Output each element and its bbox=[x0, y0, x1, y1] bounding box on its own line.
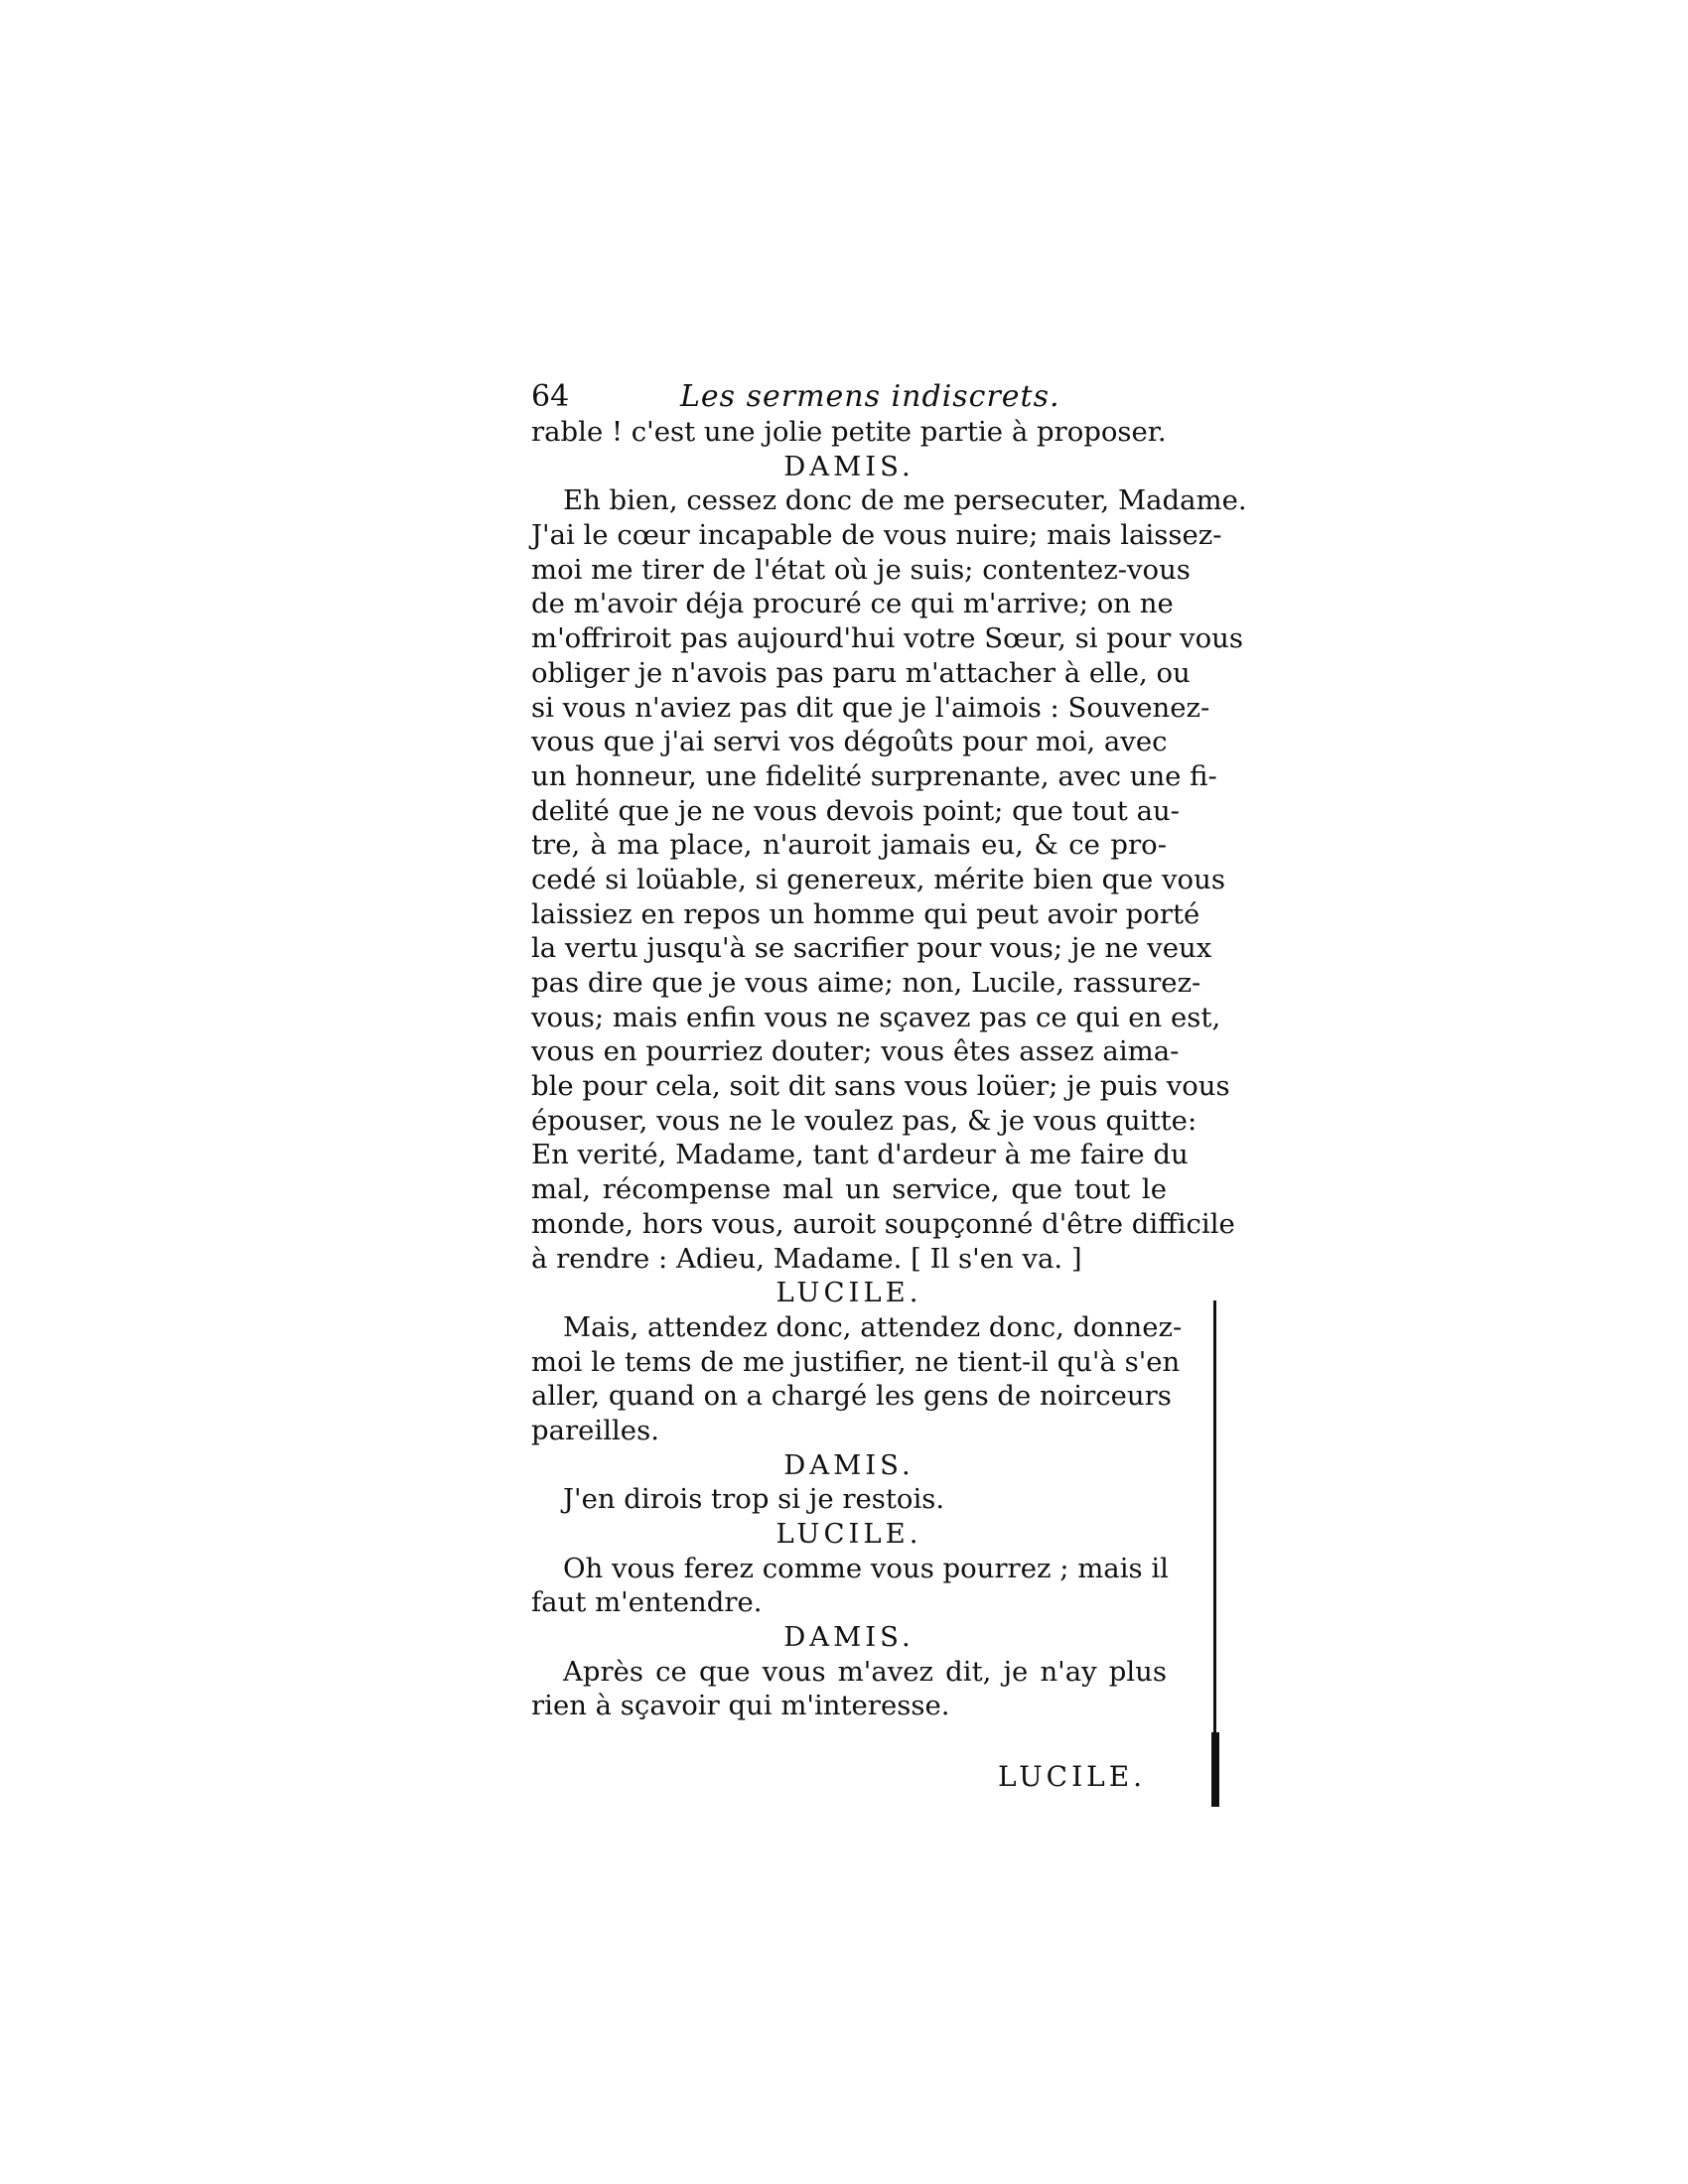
scan-margin-rule bbox=[1213, 1300, 1216, 1807]
text-line: vous en pourriez douter; vous êtes assez aima- bbox=[531, 1035, 1180, 1068]
text-line: laissiez en repos un homme qui peut avoir porté bbox=[531, 897, 1200, 930]
speaker-name: DAMIS. bbox=[783, 1621, 914, 1654]
text-line: monde, hors vous, auroit soupçonné d'être difficile bbox=[531, 1207, 1235, 1240]
text-line: Mais, attendez donc, attendez donc, donnez- bbox=[563, 1310, 1183, 1343]
page-text bbox=[531, 415, 1247, 1723]
text-line: tre, à ma place, n'auroit jamais eu, & ce pro- bbox=[531, 829, 1167, 862]
text-line: Eh bien, cessez donc de me persecuter, Madame. bbox=[563, 484, 1247, 517]
text-line: Oh vous ferez comme vous pourrez ; mais il bbox=[563, 1552, 1169, 1584]
text-line: pareilles. bbox=[531, 1414, 659, 1446]
text-line: m'offriroit pas aujourd'hui votre Sœur, si pour vous bbox=[531, 622, 1243, 655]
speaker-name: DAMIS. bbox=[783, 450, 914, 482]
text-line: aller, quand on a chargé les gens de noirceurs bbox=[531, 1380, 1172, 1413]
text-line: J'ai le cœur incapable de vous nuire; mais laissez- bbox=[531, 519, 1222, 552]
text-line: moi le tems de me justifier, ne tient-il qu'à s'en bbox=[531, 1345, 1181, 1378]
speaker-name: DAMIS. bbox=[783, 1448, 914, 1481]
text-line: si vous n'aviez pas dit que je l'aimois : Souvenez- bbox=[531, 691, 1210, 724]
text-line: un honneur, une fidelité surprenante, avec une fi- bbox=[531, 759, 1217, 792]
text-line: rien à sçavoir qui m'interesse. bbox=[531, 1690, 950, 1722]
text-line: la vertu jusqu'à se sacrifier pour vous; je ne veux bbox=[531, 932, 1212, 965]
text-line: En verité, Madame, tant d'ardeur à me faire du bbox=[531, 1139, 1189, 1171]
text-line: delité que je ne vous devois point; que tout au- bbox=[531, 794, 1180, 827]
text-line: de m'avoir déja procuré ce qui m'arrive; on ne bbox=[531, 588, 1174, 620]
speaker-name: LUCILE. bbox=[775, 1277, 922, 1309]
text-line: vous que j'ai servi vos dégoûts pour moi, avec bbox=[531, 726, 1168, 758]
text-line: ble pour cela, soit dit sans vous loüer; je puis vous bbox=[531, 1070, 1230, 1103]
scan-margin-mark bbox=[1211, 1732, 1219, 1807]
text-line: faut m'entendre. bbox=[531, 1586, 763, 1619]
running-title: Les sermens indiscrets. bbox=[680, 379, 1060, 414]
catchword: LUCILE. bbox=[998, 1760, 1147, 1793]
speaker-name: LUCILE. bbox=[775, 1518, 922, 1550]
text-line: moi me tirer de l'état où je suis; contentez-vous bbox=[531, 553, 1191, 586]
text-line: vous; mais enfin vous ne sçavez pas ce qui en est, bbox=[531, 1001, 1221, 1033]
text-line: épouser, vous ne le voulez pas, & je vous quitte: bbox=[531, 1104, 1197, 1137]
text-line: cedé si loüable, si genereux, mérite bien que vous bbox=[531, 863, 1225, 895]
text-line: Après ce que vous m'avez dit, je n'ay plus bbox=[563, 1655, 1167, 1688]
text-line: à rendre : Adieu, Madame. [ Il s'en va. ] bbox=[531, 1242, 1082, 1275]
text-line: pas dire que je vous aime; non, Lucile, rassurez- bbox=[531, 967, 1201, 999]
page-number: 64 bbox=[531, 379, 570, 414]
text-line: J'en dirois trop si je restois. bbox=[563, 1483, 945, 1516]
text-line: rable ! c'est une jolie petite partie à proposer. bbox=[531, 416, 1167, 448]
text-line: obliger je n'avois pas paru m'attacher à elle, ou bbox=[531, 656, 1191, 689]
text-line: mal, récompense mal un service, que tout le bbox=[531, 1173, 1167, 1206]
